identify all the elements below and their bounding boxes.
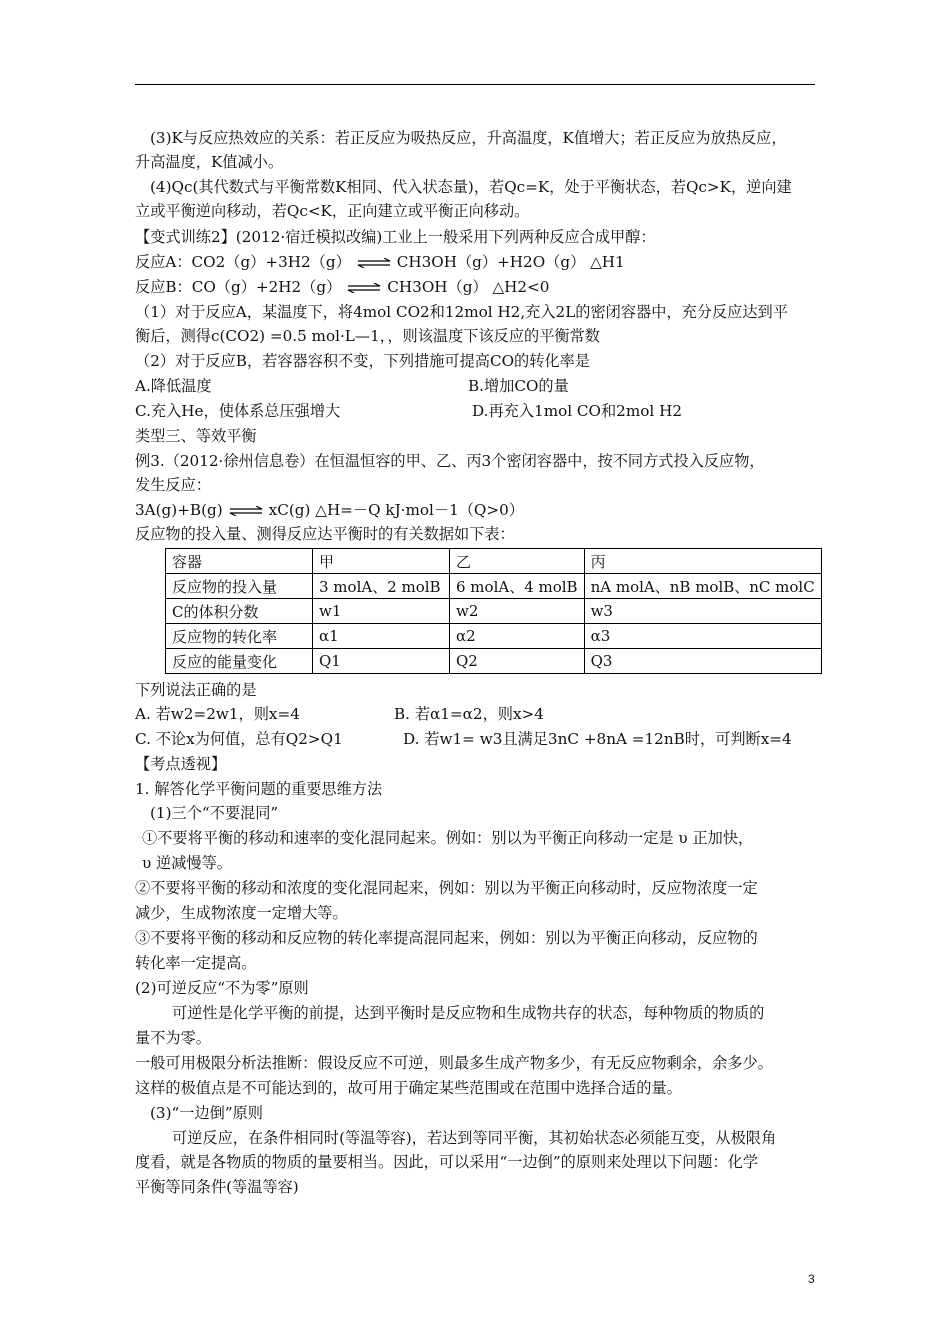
text-line: 减少，生成物浓度一定增大等。: [135, 904, 348, 922]
option-c: C. 不论x为何值，总有Q2>Q1: [135, 730, 343, 748]
table-cell: 甲: [313, 549, 450, 574]
text-line: 度看，就是各物质的物质的量要相当。因此，可以采用“一边倒”的原则来处理以下问题：化学: [135, 1153, 759, 1171]
table-cell: 丙: [584, 549, 821, 574]
text-line: 例3.（2012·徐州信息卷）在恒温恒容的甲、乙、丙3个密闭容器中，按不同方式投入反应物，: [135, 452, 765, 470]
header-rule: [135, 84, 815, 85]
text-line: （2）对于反应B，若容器容积不变，下列措施可提高CO的转化率是: [135, 352, 590, 370]
option-b: B.增加CO的量: [468, 377, 569, 395]
table-cell: Q2: [450, 649, 585, 674]
text-line: 量不为零。: [135, 1029, 211, 1047]
section-heading: 类型三、等效平衡: [135, 427, 257, 445]
reaction-a-lhs: 反应A：CO2（g）+3H2（g）: [135, 253, 351, 271]
table-row: [166, 599, 822, 624]
table-cell: w1: [313, 599, 450, 624]
table-cell: α2: [450, 624, 585, 649]
table-cell: 容器: [166, 549, 313, 574]
reaction-example: [135, 499, 524, 521]
reaction-b: [135, 276, 549, 298]
text-line: 1. 解答化学平衡问题的重要思维方法: [135, 780, 383, 798]
option-d: D. 若w1= w3且满足3nC +8nA =12nB时，可判断x=4: [403, 730, 792, 748]
table-cell: Q1: [313, 649, 450, 674]
reaction-b-rhs: CH3OH（g） △H2<0: [387, 278, 550, 296]
option-a: A.降低温度: [135, 377, 212, 395]
text-line: 可逆性是化学平衡的前提，达到平衡时是反应物和生成物共存的状态，每种物质的物质的: [172, 1004, 765, 1022]
text-line: (4)Qc(其代数式与平衡常数K相同、代入状态量)，若Qc=K，处于平衡状态，若Qc>K，逆向建: [150, 178, 792, 196]
table-cell: α1: [313, 624, 450, 649]
table-cell: 反应物的转化率: [166, 624, 313, 649]
equilibrium-arrow-icon: [357, 258, 391, 268]
reaction-b-lhs: 反应B：CO（g）+2H2（g）: [135, 278, 342, 296]
text-line: ①不要将平衡的移动和速率的变化混同起来。例如：别以为平衡正向移动一定是 υ 正加快，: [142, 829, 754, 847]
text-line: 这样的极值点是不可能达到的，故可用于确定某些范围或在范围中选择合适的量。: [135, 1079, 682, 1097]
table-cell: nA molA、nB molB、nC molC: [584, 574, 821, 599]
text-line: 一般可用极限分析法推断：假设反应不可逆，则最多生成产物多少，有无反应物剩余，余多少。: [135, 1054, 773, 1072]
equilibrium-arrow-icon: [347, 283, 381, 293]
text-line: 立或平衡逆向移动，若Qc<K，正向建立或平衡正向移动。: [135, 202, 530, 220]
text-line: 平衡等同条件(等温等容): [135, 1178, 299, 1196]
text-line: 衡后，测得c(CO2) =0.5 mol·L—1，，则该温度下该反应的平衡常数: [135, 327, 600, 345]
reaction-example-lhs: 3A(g)+B(g): [135, 501, 223, 519]
table-cell: 乙: [450, 549, 585, 574]
text-line: (3)K与反应热效应的关系：若正反应为吸热反应，升高温度，K值增大；若正反应为放热反应，: [150, 129, 787, 147]
page-number: 3: [808, 1272, 815, 1286]
option-c: C.充入He，使体系总压强增大: [135, 402, 341, 420]
text-line: 【变式训练2】(2012·宿迁模拟改编)工业上一般采用下列两种反应合成甲醇：: [135, 228, 656, 246]
text-line: ②不要将平衡的移动和浓度的变化混同起来，例如：别以为平衡正向移动时，反应物浓度一定: [135, 879, 758, 897]
option-a: A. 若w2=2w1，则x=4: [135, 705, 300, 723]
reaction-example-rhs: xC(g) △H=－Q kJ·mol－1（Q>0）: [268, 501, 524, 519]
table-row: [166, 624, 822, 649]
table-cell: Q3: [584, 649, 821, 674]
text-line: (3)“一边倒”原则: [150, 1104, 263, 1122]
option-b: B. 若α1=α2，则x>4: [394, 705, 544, 723]
equilibrium-arrow-icon: [229, 506, 263, 516]
text-line: (1)三个“不要混同”: [150, 804, 279, 822]
table-cell: C的体积分数: [166, 599, 313, 624]
table-cell: 3 molA、2 molB: [313, 574, 450, 599]
text-line: 反应物的投入量、测得反应达平衡时的有关数据如下表：: [135, 525, 515, 543]
table-cell: w2: [450, 599, 585, 624]
text-line: 升高温度，K值减小。: [135, 153, 284, 171]
reaction-a-rhs: CH3OH（g）+H2O（g） △H1: [396, 253, 625, 271]
section-heading: 【考点透视】: [135, 755, 227, 773]
text-line: 转化率一定提高。: [135, 954, 257, 972]
table-cell: 反应的能量变化: [166, 649, 313, 674]
text-line: 可逆反应，在条件相同时(等温等容)，若达到等同平衡，其初始状态必须能互变，从极限角: [172, 1129, 777, 1147]
text-line: （1）对于反应A，某温度下，将4mol CO2和12mol H2,充入2L的密闭容器中，充分反应达到平: [135, 303, 788, 321]
table-cell: 6 molA、4 molB: [450, 574, 585, 599]
table-cell: w3: [584, 599, 821, 624]
text-line: (2)可逆反应“不为零”原则: [135, 979, 309, 997]
data-table: [165, 548, 822, 674]
text-line: ③不要将平衡的移动和反应物的转化率提高混同起来，例如：别以为平衡正向移动，反应物的: [135, 929, 758, 947]
text-line: 下列说法正确的是: [135, 681, 257, 699]
table-row: [166, 574, 822, 599]
text-line: 发生反应：: [135, 476, 211, 494]
table-row: [166, 649, 822, 674]
option-d: D.再充入1mol CO和2mol H2: [472, 402, 682, 420]
text-line: υ 逆减慢等。: [142, 854, 232, 872]
table-cell: α3: [584, 624, 821, 649]
table-cell: 反应物的投入量: [166, 574, 313, 599]
table-row: [166, 549, 822, 574]
reaction-a: [135, 251, 625, 273]
